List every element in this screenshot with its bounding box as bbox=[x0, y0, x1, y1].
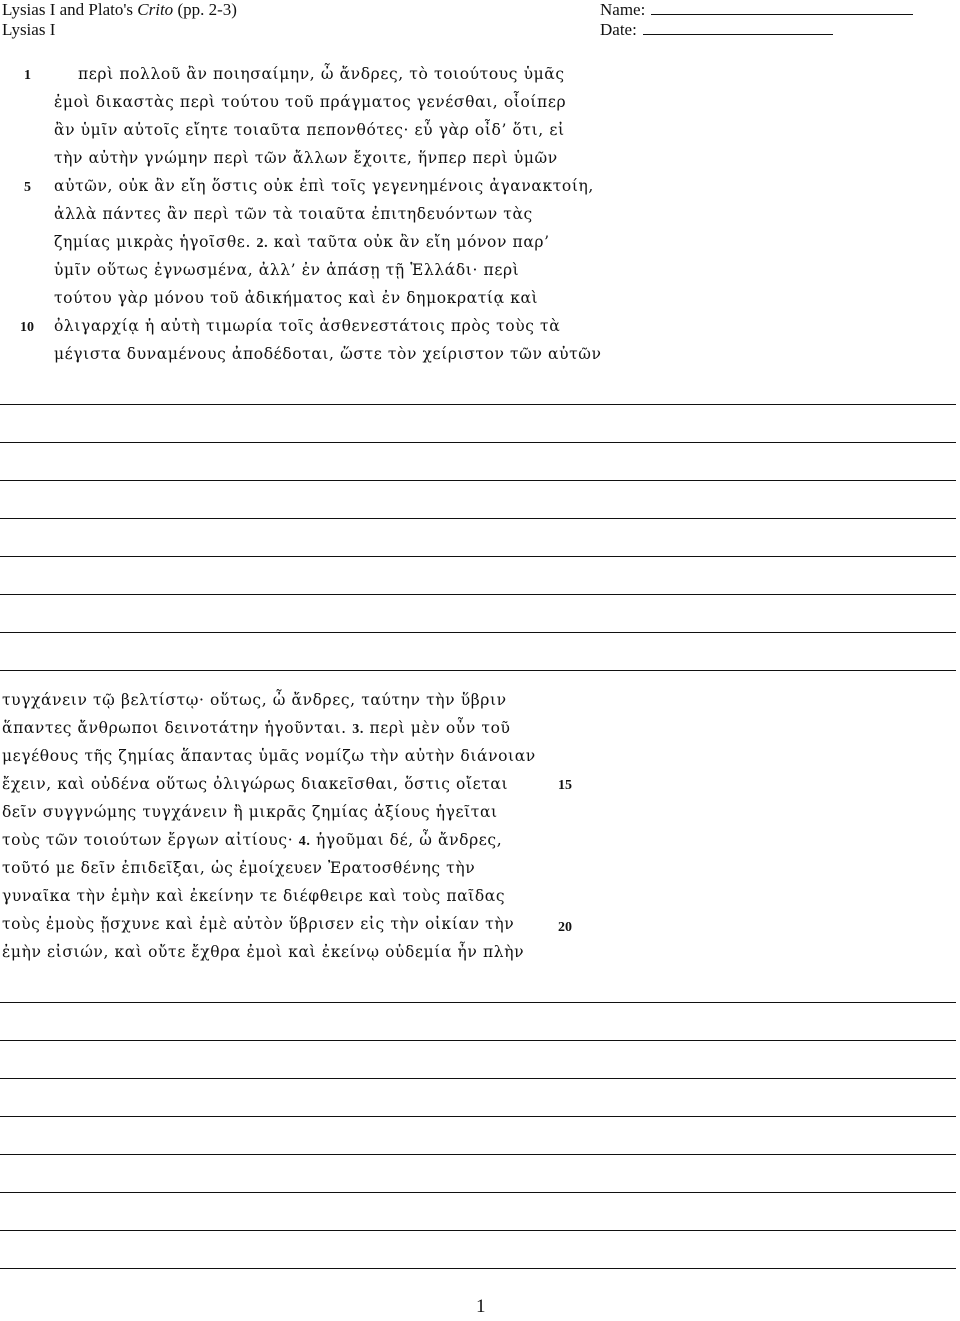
greek-line: τοὺς ἐμοὺς ᾔσχυνε καὶ ἐμὲ αὐτὸν ὕβρισεν εἰς τὴν οἰκίαν τὴν bbox=[2, 915, 515, 933]
page-number: 1 bbox=[476, 1296, 486, 1317]
greek-line: ὑμῖν οὕτως ἐγνωσμένα, ἀλλ’ ἐν ἁπάσῃ τῇ Ἑλλάδι· περὶ bbox=[54, 261, 520, 279]
greek-line: τοῦτό με δεῖν ἐπιδεῖξαι, ὡς ἐμοίχευεν Ἐρατοσθένης τὴν bbox=[2, 859, 476, 877]
greek-line: ἐμὴν εἰσιών, καὶ οὔτε ἔχθρα ἐμοὶ καὶ ἐκείνῳ οὐδεμία ἦν πλὴν bbox=[2, 943, 525, 961]
greek-line bbox=[2, 828, 502, 854]
greek-line: τὴν αὐτὴν γνώμην περὶ τῶν ἄλλων ἔχοιτε, ἥνπερ περὶ ὑμῶν bbox=[54, 149, 558, 167]
line-number-1: 1 bbox=[24, 68, 31, 83]
date-blank[interactable] bbox=[643, 20, 833, 35]
title-prefix: Lysias I and Plato's bbox=[2, 0, 138, 19]
greek-line: αὐτῶν, οὐκ ἂν εἴη ὅστις οὐκ ἐπὶ τοῖς γεγενημένοις ἀγανακτοίη, bbox=[54, 177, 594, 195]
greek-line: τυγχάνειν τῷ βελτίστῳ· οὕτως, ὦ ἄνδρες, ταύτην τὴν ὕβριν bbox=[2, 691, 507, 709]
greek-line: ἀλλὰ πάντες ἂν περὶ τῶν τὰ τοιαῦτα ἐπιτηδευόντων τὰς bbox=[54, 205, 533, 223]
writing-line[interactable] bbox=[0, 1116, 956, 1117]
greek-line: περὶ πολλοῦ ἂν ποιησαίμην, ὦ ἄνδρες, τὸ τοιούτους ὑμᾶς bbox=[78, 65, 565, 83]
writing-line[interactable] bbox=[0, 1268, 956, 1269]
greek-line: δεῖν συγγνώμης τυγχάνειν ἢ μικρᾶς ζημίας ἀξίους ἡγεῖται bbox=[2, 803, 498, 821]
writing-line[interactable] bbox=[0, 442, 956, 443]
writing-line[interactable] bbox=[0, 1002, 956, 1003]
greek-line bbox=[54, 230, 550, 256]
worksheet-subtitle: Lysias I bbox=[2, 20, 56, 39]
writing-line[interactable] bbox=[0, 1040, 956, 1041]
greek-text: ζημίας μικρὰς ἡγοῖσθε. bbox=[54, 233, 251, 251]
writing-line[interactable] bbox=[0, 632, 956, 633]
greek-line: ἔχειν, καὶ οὐδένα οὕτως ὀλιγώρως διακεῖσθαι, ὅστις οἴεται bbox=[2, 775, 509, 793]
greek-text: καὶ ταῦτα οὐκ ἂν εἴη μόνον παρ’ bbox=[273, 233, 550, 251]
line-number-20: 20 bbox=[558, 920, 572, 935]
section-number: 4. bbox=[298, 834, 311, 849]
worksheet-title bbox=[2, 0, 237, 20]
section-number: 2. bbox=[256, 236, 269, 251]
title-suffix: (pp. 2-3) bbox=[173, 0, 237, 19]
greek-text: ἅπαντες ἄνθρωποι δεινοτάτην ἡγοῦνται. bbox=[2, 719, 347, 737]
greek-text: περὶ μὲν οὖν τοῦ bbox=[369, 719, 511, 737]
writing-line[interactable] bbox=[0, 480, 956, 481]
greek-line: μεγέθους τῆς ζημίας ἅπαντας ὑμᾶς νομίζω τὴν αὐτὴν διάνοιαν bbox=[2, 747, 536, 765]
writing-line[interactable] bbox=[0, 594, 956, 595]
greek-text: τοὺς τῶν τοιούτων ἔργων αἰτίους· bbox=[2, 831, 294, 849]
writing-line[interactable] bbox=[0, 518, 956, 519]
writing-line[interactable] bbox=[0, 404, 956, 405]
greek-line: ἂν ὑμῖν αὐτοῖς εἴητε τοιαῦτα πεπονθότες· εὖ γὰρ οἶδ’ ὅτι, εἰ bbox=[54, 121, 565, 139]
writing-line[interactable] bbox=[0, 1078, 956, 1079]
writing-line[interactable] bbox=[0, 1230, 956, 1231]
date-label: Date: bbox=[600, 20, 637, 39]
section-number: 3. bbox=[352, 722, 364, 737]
name-blank[interactable] bbox=[651, 0, 913, 15]
writing-line[interactable] bbox=[0, 556, 956, 557]
name-label: Name: bbox=[600, 0, 646, 19]
greek-text: ἡγοῦμαι δέ, ὦ ἄνδρες, bbox=[316, 831, 503, 849]
greek-line: ὀλιγαρχίᾳ ἡ αὐτὴ τιμωρία τοῖς ἀσθενεστάτοις πρὸς τοὺς τὰ bbox=[54, 317, 561, 335]
line-number-15: 15 bbox=[558, 778, 572, 793]
greek-line: μέγιστα δυναμένους ἀποδέδοται, ὥστε τὸν χείριστον τῶν αὐτῶν bbox=[54, 345, 602, 363]
greek-line: ἐμοὶ δικαστὰς περὶ τούτου τοῦ πράγματος γενέσθαι, οἷοίπερ bbox=[54, 93, 567, 111]
title-italic: Crito bbox=[137, 0, 174, 19]
writing-line[interactable] bbox=[0, 670, 956, 671]
line-number-10: 10 bbox=[20, 320, 34, 335]
writing-line[interactable] bbox=[0, 1154, 956, 1155]
name-field[interactable] bbox=[600, 0, 913, 20]
date-field[interactable] bbox=[600, 20, 833, 40]
greek-line bbox=[2, 716, 511, 742]
line-number-5: 5 bbox=[24, 180, 31, 195]
greek-line: τούτου γὰρ μόνου τοῦ ἀδικήματος καὶ ἐν δημοκρατίᾳ καὶ bbox=[54, 289, 539, 307]
writing-line[interactable] bbox=[0, 1192, 956, 1193]
greek-line: γυναῖκα τὴν ἐμὴν καὶ ἐκείνην τε διέφθειρε καὶ τοὺς παῖδας bbox=[2, 887, 506, 905]
